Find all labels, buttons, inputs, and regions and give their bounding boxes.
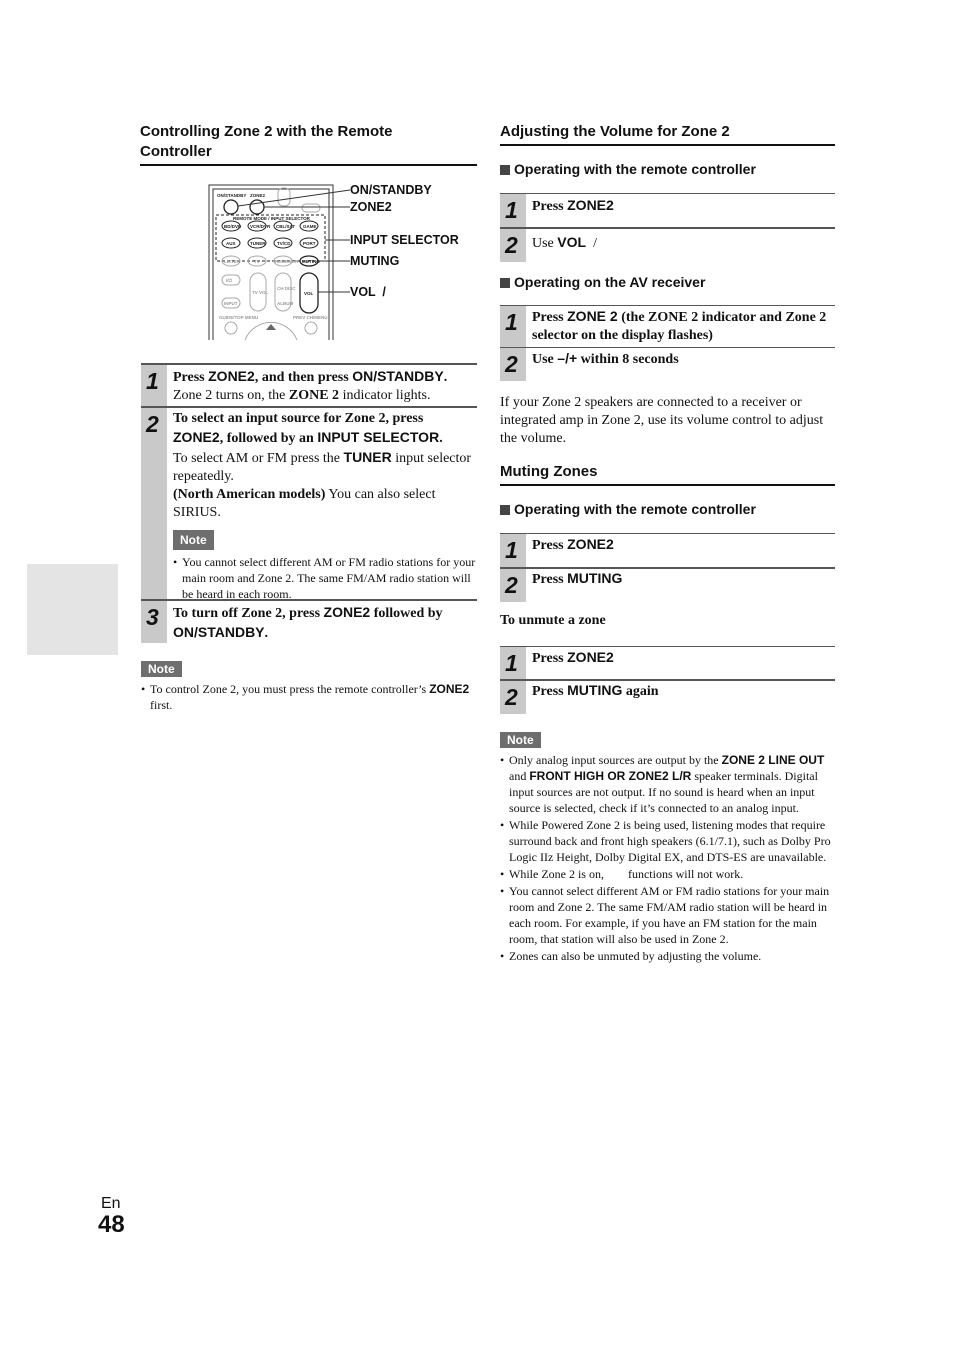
step-number: 1 <box>505 309 518 335</box>
remote-label-album: ALBUM <box>277 301 294 306</box>
zone2-key: ZONE2 <box>173 429 220 445</box>
language-label: En <box>101 1195 121 1212</box>
zone2-indicator: ZONE 2 <box>288 388 340 403</box>
unmute-title: To unmute a zone <box>500 613 606 628</box>
callout-on-standby: ON/STANDBY <box>350 183 432 197</box>
left-step-3 <box>141 599 477 643</box>
subheading-remote: Operating with the remote controller <box>500 161 756 177</box>
remote-btn-game: GAME <box>303 224 317 229</box>
zone2-key: ZONE2 <box>567 649 614 665</box>
remote-btn-vcr: VCR/DVR <box>250 224 271 229</box>
note-item-1: • Only analog input sources are output by the ZONE 2 LINE OUT and FRONT HIGH OR ZONE2 L/R speaker terminals. Digital input sources are not output. If no sound is heard when an input source is selected, check if it’s connected to an analog input. <box>500 752 836 816</box>
left-note-item <box>141 681 477 713</box>
step-number: 1 <box>146 368 159 394</box>
right-note-list <box>500 752 836 964</box>
vol-remote-step-2: 2 Use VOL / <box>500 227 835 262</box>
step1-text-b: , and then press <box>254 370 353 385</box>
left-step-2 <box>141 406 477 600</box>
step1-text-a: Press <box>173 370 209 385</box>
note-text-b: first. <box>150 698 173 712</box>
mute-step-1: 1 Press ZONE2 <box>500 533 835 567</box>
volume-paragraph: If your Zone 2 speakers are connected to a receiver or integrated amp in Zone 2, use its volume control to adjust the volume. <box>500 395 824 446</box>
input-selector-key: INPUT SELECTOR <box>317 429 440 445</box>
remote-label-prev: PREV CH/MENU <box>293 315 328 320</box>
step-number: 2 <box>505 572 518 598</box>
callout-vol: VOL / <box>350 285 386 299</box>
step-number: 1 <box>505 197 518 223</box>
callout-muting: MUTING <box>350 254 400 268</box>
remote-label-mode: REMOTE MODE / INPUT SELECTOR <box>233 216 310 221</box>
remote-label-vol: VOL <box>304 291 314 296</box>
unmute-step-2: 2 Press MUTING again <box>500 679 835 714</box>
na-models: (North American models) <box>173 487 326 502</box>
section-title-zone2-remote: Controlling Zone 2 with the Remote Controller <box>140 123 393 160</box>
step3-text-b: followed by <box>370 606 443 621</box>
vol-remote-step-1: 1 Press ZONE2 <box>500 193 835 227</box>
front-high-terminals: FRONT HIGH OR ZONE2 L/R <box>529 769 692 783</box>
step-number: 3 <box>146 604 159 630</box>
unmute-step-1: 1 Press ZONE2 <box>500 646 835 679</box>
vol-key: VOL <box>557 234 587 250</box>
callout-zone2: ZONE2 <box>350 200 392 214</box>
remote-label-guide: GUIDE/TOP MENU <box>219 315 259 320</box>
subheading-mute-remote: Operating with the remote controller <box>500 501 756 517</box>
step-number: 2 <box>505 684 518 710</box>
remote-btn-port: PORT <box>303 241 316 246</box>
mute-step-2: 2 Press MUTING <box>500 567 835 602</box>
step-number: 1 <box>505 650 518 676</box>
remote-label-ch: CH DISC <box>277 286 296 291</box>
tuner-key: TUNER <box>343 449 392 465</box>
callout-input-selector: INPUT SELECTOR <box>350 233 459 247</box>
zone2-key: ZONE2 <box>429 682 470 696</box>
note-text-a: To control Zone 2, you must press the remote controller’s <box>150 682 430 696</box>
remote-btn-receiver: RECEIVER <box>275 259 299 264</box>
minus-plus-key: –/+ <box>557 350 578 366</box>
vol-av-step-1: 1 Press ZONE 2 (the ZONE 2 indicator and Zone 2 selector on the display flashes) <box>500 305 835 348</box>
remote-btn-tvcd: TV/CD <box>277 241 291 246</box>
zone2-key: ZONE 2 <box>567 308 618 324</box>
left-note-list <box>141 681 477 713</box>
section-title-muting: Muting Zones <box>500 463 598 480</box>
vol-av-step-2: 2 Use –/+ within 8 seconds <box>500 347 835 381</box>
step1-desc-a: Zone 2 turns on, the <box>173 388 289 403</box>
remote-btn-input: INPUT <box>224 301 238 306</box>
zone2-key: ZONE2 <box>323 604 371 620</box>
remote-btn-tuner: TUNER <box>250 241 266 246</box>
left-note <box>141 661 477 713</box>
zone2-key: ZONE2 <box>567 197 614 213</box>
step1-desc-b: indicator lights. <box>339 388 431 403</box>
step2-title-b: . <box>439 431 443 446</box>
zone2-line-out: ZONE 2 LINE OUT <box>721 753 825 767</box>
remote-btn-bddvd: BD/DVD <box>224 224 242 229</box>
page-number: 48 <box>98 1211 125 1238</box>
step-number: 2 <box>505 232 518 258</box>
muting-key: MUTING <box>567 682 623 698</box>
note-item-2: • While Powered Zone 2 is being used, listening modes that require surround back and front high speakers (6.1/7.1), such as Dolby Pro Logic IIz Height, Dolby Digital EX, and DTS-ES are unavailable. <box>500 817 836 865</box>
side-tab <box>27 564 118 655</box>
title-rule <box>500 484 835 486</box>
on-standby-key: ON/STANDBY <box>173 624 265 640</box>
remote-btn-listen: LISTEN <box>224 259 241 264</box>
step2-para-a: To select AM or FM press the <box>173 451 344 466</box>
step-number: 1 <box>505 537 518 563</box>
remote-btn-io: I/⏻ <box>226 278 233 283</box>
remote-label-tvvol: TV VOL <box>252 290 269 295</box>
title-rule <box>500 144 835 146</box>
step2-title-a: , followed by an <box>219 431 318 446</box>
note-item-3: • While Zone 2 is on, functions will not work. <box>500 866 836 882</box>
subheading-av: Operating on the AV receiver <box>500 274 705 290</box>
na-models-text: You can also select SIRIUS. <box>173 487 436 520</box>
step2-title: To select an input source for Zone 2, press <box>173 411 424 426</box>
remote-btn-aux: AUX <box>226 241 236 246</box>
step3-text-c: . <box>264 626 269 641</box>
left-step-1 <box>141 363 477 407</box>
right-note <box>500 732 836 964</box>
step2-note-item: • You cannot select different AM or FM radio stations for your main room and Zone 2. The same FM/AM radio station will be heard in each room. <box>173 554 478 602</box>
remote-btn-muting: MUTING <box>302 259 320 264</box>
remote-label-onstandby: ON/STANDBY <box>217 193 247 198</box>
step2-para-b: input selector repeatedly. <box>173 451 472 484</box>
note-badge: Note <box>141 661 182 677</box>
note-badge: Note <box>500 732 541 748</box>
step1-text-c: . <box>443 370 448 385</box>
on-standby-key: ON/STANDBY <box>352 368 444 384</box>
zone2-key: ZONE2 <box>567 536 614 552</box>
remote-btn-tv: TV <box>254 259 260 264</box>
note-badge: Note <box>173 530 214 550</box>
zone2-key: ZONE2 <box>208 368 255 384</box>
remote-btn-cbl: CBL/SAT <box>276 224 296 229</box>
note-item-4: • You cannot select different AM or FM radio stations for your main room and Zone 2. The same FM/AM radio station will be heard in each room. For example, if you have an FM station for the main room, that station will also be used in Zone 2. <box>500 883 836 947</box>
step-number: 2 <box>146 411 159 437</box>
remote-label-zone2: ZONE2 <box>250 193 266 198</box>
step-number: 2 <box>505 351 518 377</box>
muting-key: MUTING <box>567 570 623 586</box>
step2-notes <box>173 554 478 602</box>
section-title-volume: Adjusting the Volume for Zone 2 <box>500 123 730 140</box>
note-item-5: • Zones can also be unmuted by adjusting the volume. <box>500 948 836 964</box>
title-rule <box>140 164 477 166</box>
step3-text-a: To turn off Zone 2, press <box>173 606 324 621</box>
